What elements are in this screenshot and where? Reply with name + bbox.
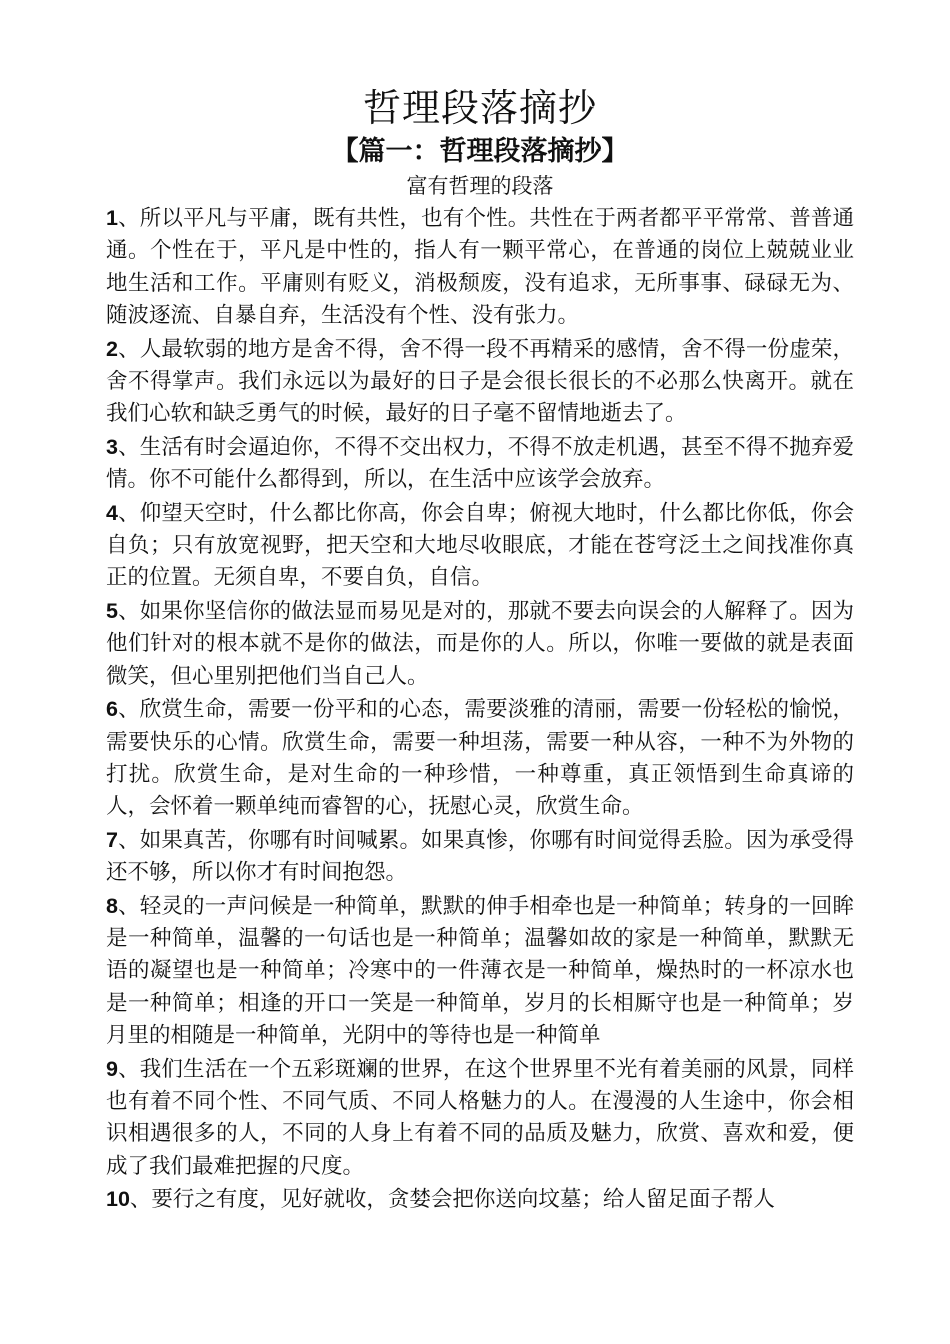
paragraph-5 [106,595,854,693]
paragraph-7 [106,824,854,890]
paragraph-list [106,202,854,1217]
paragraph-8 [106,890,854,1053]
paragraph-6 [106,693,854,824]
paragraph-number: 6 [106,697,118,722]
paragraph-text: 、人最软弱的地方是舍不得，舍不得一段不再精采的感情，舍不得一份虚荣，舍不得掌声。我们永远以为最好的日子是会很长很长的不必那么快离开。就在我们心软和缺乏勇气的时候，最好的日子毫不留情地逝去了。 [106,336,854,427]
paragraph-10 [106,1183,854,1216]
paragraph-2 [106,333,854,431]
paragraph-number: 5 [106,598,118,623]
paragraph-9 [106,1053,854,1184]
paragraph-text: 、如果真苦，你哪有时间喊累。如果真惨，你哪有时间觉得丢脸。因为承受得还不够，所以你才有时间抱怨。 [106,827,854,886]
document-title: 哲理段落摘抄 [362,86,597,130]
chapter-heading: 【篇一：哲理段落摘抄】 [331,136,629,167]
paragraph-number: 10 [106,1187,130,1212]
paragraph-text: 、欣赏生命，需要一份平和的心态，需要淡雅的清丽，需要一份轻松的愉悦，需要快乐的心情。欣赏生命，需要一种坦荡，需要一种从容，一种不为外物的打扰。欣赏生命，是对生命的一种珍惜，一种尊重，真正领悟到生命真谛的人，会怀着一颗单纯而睿智的心，抚慰心灵，欣赏生命。 [106,697,854,820]
paragraph-text: 、仰望天空时，什么都比你高，你会自卑；俯视大地时，什么都比你低，你会自负；只有放宽视野，把天空和大地尽收眼底，才能在苍穹泛土之间找准你真正的位置。无须自卑，不要自负，自信。 [106,500,854,591]
paragraph-text: 、所以平凡与平庸，既有共性，也有个性。共性在于两者都平平常常、普普通通。个性在于，平凡是中性的，指人有一颗平常心，在普通的岗位上兢兢业业地生活和工作。平庸则有贬义，消极颓废，没有追求，无所事事、碌碌无为、随波逐流、自暴自弃，生活没有个性、没有张力。 [106,206,854,329]
paragraph-number: 9 [106,1056,118,1081]
paragraph-number: 4 [106,500,118,525]
paragraph-1 [106,202,854,333]
paragraph-text: 、生活有时会逼迫你，不得不交出权力，不得不放走机遇，甚至不得不抛弃爱情。你不可能什么都得到，所以，在生活中应该学会放弃。 [106,434,854,493]
document-page [106,82,854,1217]
paragraph-4 [106,497,854,595]
paragraph-text: 、要行之有度，见好就收，贪婪会把你送向坟墓；给人留足面子帮人 [129,1187,775,1213]
paragraph-number: 1 [106,206,118,230]
paragraph-number: 7 [106,827,118,852]
section-subtitle: 富有哲理的段落 [406,174,554,198]
paragraph-number: 8 [106,893,118,918]
paragraph-text: 、轻灵的一声问候是一种简单，默默的伸手相牵也是一种简单；转身的一回眸是一种简单，温馨的一句话也是一种简单；温馨如故的家是一种简单，默默无语的凝望也是一种简单；冷寒中的一件薄衣是一种简单，燥热时的一杯凉水也是一种简单；相逢的开口一笑是一种简单，岁月的长相厮守也是一种简单；岁月里的相随是一种简单，光阴中的等待也是一种简单 [106,893,854,1049]
paragraph-3 [106,431,854,497]
paragraph-number: 3 [106,434,118,459]
paragraph-text: 、如果你坚信你的做法显而易见是对的，那就不要去向误会的人解释了。因为他们针对的根本就不是你的做法，而是你的人。所以，你唯一要做的就是表面微笑，但心里别把他们当自己人。 [106,598,854,689]
paragraph-number: 2 [106,336,118,361]
paragraph-text: 、我们生活在一个五彩斑斓的世界，在这个世界里不光有着美丽的风景，同样也有着不同个性、不同气质、不同人格魅力的人。在漫漫的人生途中，你会相识相遇很多的人，不同的人身上有着不同的品质及魅力，欣赏、喜欢和爱，便成了我们最难把握的尺度。 [106,1056,854,1179]
